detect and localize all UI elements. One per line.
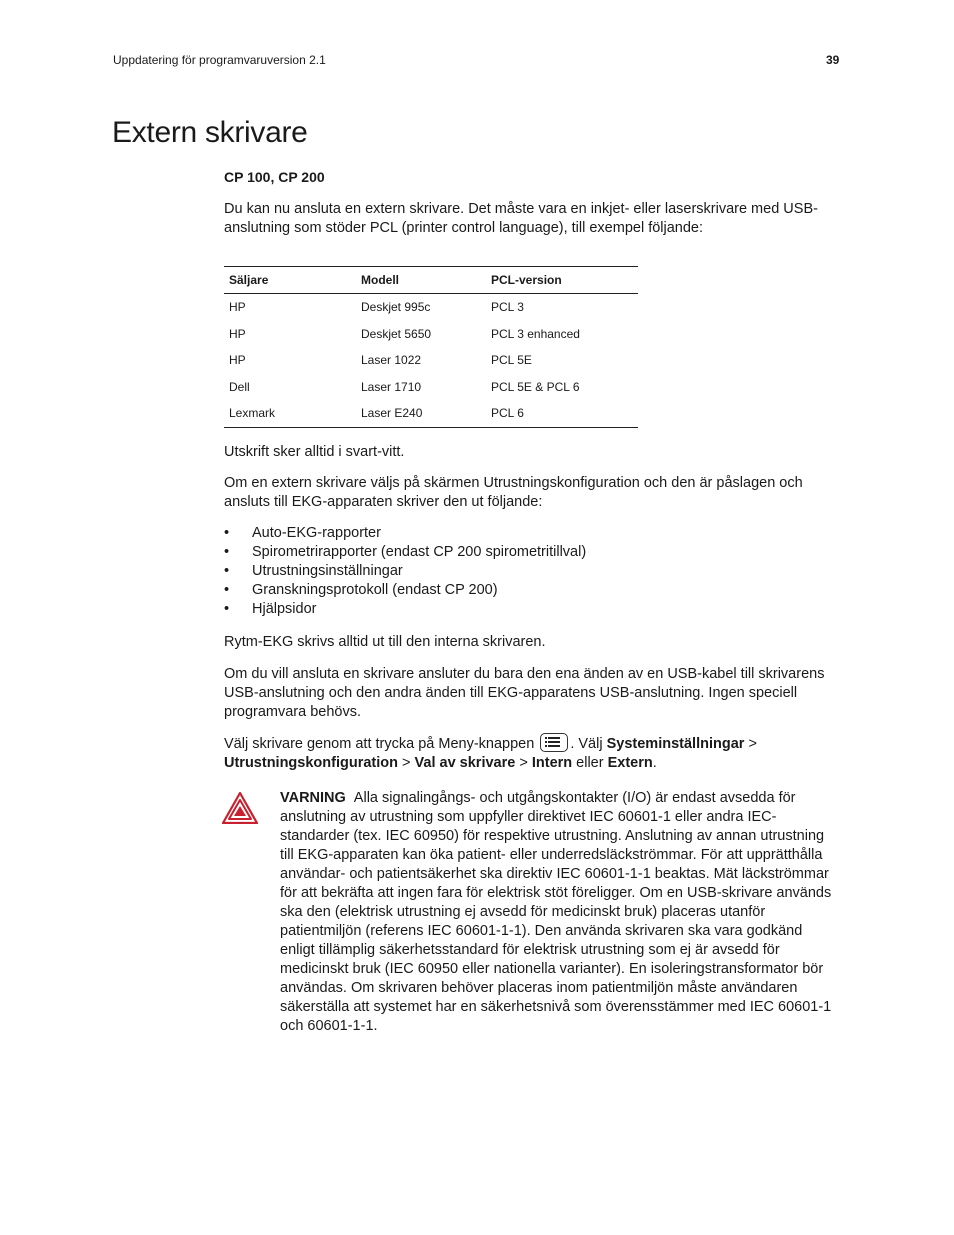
external-printer-note: Om en extern skrivare väljs på skärmen Utrustningskonfiguration och den är påslagen och ansluts till EKG-apparaten skriver den ut följande: <box>224 475 803 510</box>
list-item-text: Granskningsprotokoll (endast CP 200) <box>252 582 498 598</box>
sentence-end: . <box>652 755 657 771</box>
select-after-icon: . Välj <box>570 736 603 752</box>
cell-model: Laser 1022 <box>361 353 422 368</box>
cell-pcl: PCL 3 <box>491 300 524 315</box>
or-word: eller <box>576 755 604 771</box>
cell-model: Laser 1710 <box>361 379 422 394</box>
path-separator: > <box>748 736 757 752</box>
list-item <box>224 600 586 619</box>
column-header-pcl: PCL-version <box>486 267 638 294</box>
menu-list-icon <box>540 733 568 752</box>
cell-model: Deskjet 995c <box>361 300 431 315</box>
cell-vendor: HP <box>229 353 246 368</box>
menu-path-printer-choice: Val av skrivare <box>414 755 516 771</box>
bw-note: Utskrift sker alltid i svart-vitt. <box>224 444 405 460</box>
bullet: • <box>224 544 230 560</box>
list-item-text: Auto-EKG-rapporter <box>252 525 381 541</box>
list-item <box>224 562 586 581</box>
connect-note: Om du vill ansluta en skrivare ansluter du bara den ena änden av en USB-kabel till skrivarens USB-anslutning och den andra änden till EKG-apparatens USB-anslutning. Ingen speciell programvara behövs. <box>224 666 825 720</box>
table-row <box>224 400 638 427</box>
warning-text: Alla signalingångs- och utgångskontakter (I/O) är endast avsedda för anslutning av utrustning som uppfyller direktivet IEC 60601-1 eller andra IEC-standarder (tex. IEC 60950) för respektive utrustning. Anslutning av annan utrustning till EKG-apparaten kan öka patient- eller underredsläckströmmar. För att upprätthålla användar- och patientsäkerhet ska direktiv IEC 60601-1-1 beaktas. Mät läckströmmar för att bekräfta att ingen fara för elektrisk stöt föreligger. Om en USB-skrivare används ska den (elektrisk utrustning ej avsedd för medicinskt bruk) placeras utanför patientmiljön (referens IEC 60601-1-1). Den använda skrivaren ska vara godkänd enligt tillämplig säkerhetsstandard för elektrisk utrustning som ej är avsedd för medicinskt bruk (IEC 60950 eller nationella varianter). En isoleringstransformator bör användas. Om skrivaren behöver placeras inom patientmiljön måste användaren säkerställa att systemet har en säkerhetsnivå som överensstämmer med IEC 60601-1 och 60601-1-1. <box>280 790 832 1034</box>
bullet: • <box>224 525 230 541</box>
table-row <box>224 321 638 348</box>
list-item-text: Hjälpsidor <box>252 601 317 617</box>
list-item-text: Utrustningsinställningar <box>252 563 403 579</box>
printout-list <box>224 524 586 619</box>
warning-block <box>280 789 840 1036</box>
list-item <box>224 524 586 543</box>
page-number: 39 <box>826 53 840 67</box>
list-item <box>224 581 586 600</box>
list-item-text: Spirometrirapporter (endast CP 200 spirometritillval) <box>252 544 587 560</box>
column-header-model: Modell <box>356 267 486 294</box>
cell-model: Laser E240 <box>356 400 486 427</box>
bullet: • <box>224 601 230 617</box>
cell-pcl: PCL 6 <box>486 400 638 427</box>
cell-vendor: HP <box>229 300 246 315</box>
printer-table <box>224 266 638 428</box>
column-header-vendor: Säljare <box>224 267 356 294</box>
option-internal: Intern <box>531 755 573 771</box>
cell-pcl: PCL 5E <box>491 353 532 368</box>
cell-pcl: PCL 3 enhanced <box>491 326 580 341</box>
table-row <box>224 374 638 401</box>
table-header-row <box>224 267 638 294</box>
intro-paragraph: Du kan nu ansluta en extern skrivare. Det måste vara en inkjet- eller laserskrivare med USB-anslutning som stöder PCL (printer control language), till exempel följande: <box>224 201 818 236</box>
cell-model: Deskjet 5650 <box>361 326 432 341</box>
menu-path-system-settings: Systeminställningar <box>606 736 745 752</box>
select-instructions <box>224 733 844 773</box>
warning-label: VARNING <box>280 790 346 806</box>
list-item <box>224 543 586 562</box>
option-external: Extern <box>607 755 653 771</box>
cell-vendor: Dell <box>229 379 250 394</box>
bullet: • <box>224 563 230 579</box>
running-header: Uppdatering för programvaruversion 2.1 <box>113 53 326 67</box>
menu-path-equipment-config: Utrustningskonfiguration <box>224 755 398 771</box>
table-row <box>224 294 638 321</box>
warning-triangle-icon <box>222 792 258 824</box>
cell-pcl: PCL 5E & PCL 6 <box>491 379 580 394</box>
rhythm-note: Rytm-EKG skrivs alltid ut till den interna skrivaren. <box>224 634 546 650</box>
path-separator: > <box>402 755 411 771</box>
cell-vendor: Lexmark <box>224 400 356 427</box>
page-title: Extern skrivare <box>112 116 308 149</box>
select-prefix: Välj skrivare genom att trycka på Meny-knappen <box>224 736 535 752</box>
path-separator: > <box>519 755 528 771</box>
table-row <box>224 347 638 374</box>
cell-vendor: HP <box>229 326 246 341</box>
section-subheading: CP 100, CP 200 <box>224 169 325 185</box>
bullet: • <box>224 582 230 598</box>
